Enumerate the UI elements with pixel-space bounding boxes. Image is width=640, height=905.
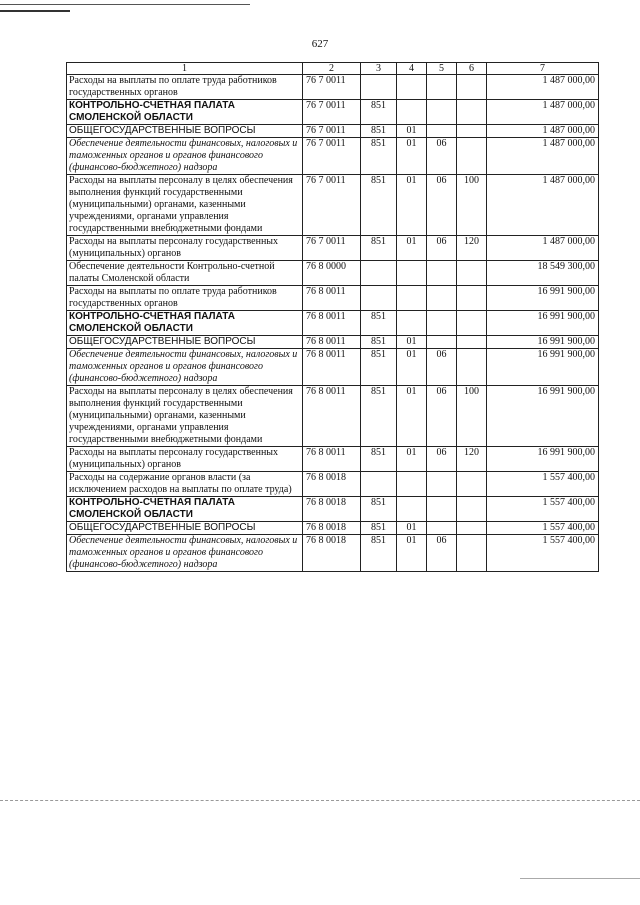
row-subsection-cell <box>427 75 457 100</box>
row-section-cell <box>397 261 427 286</box>
row-name-cell: Обеспечение деятельности финансовых, налоговых и таможенных органов и органов финансового (финансово-бюджетного) надзора <box>67 138 303 175</box>
column-header: 3 <box>361 63 397 75</box>
row-admin-cell <box>361 75 397 100</box>
row-admin-cell: 851 <box>361 236 397 261</box>
row-code-cell: 76 8 0018 <box>303 472 361 497</box>
table-row <box>67 286 599 311</box>
row-amount-cell: 1 487 000,00 <box>487 100 599 125</box>
table-row <box>67 472 599 497</box>
row-section-cell <box>397 286 427 311</box>
row-admin-cell: 851 <box>361 386 397 447</box>
row-subsection-cell <box>427 125 457 138</box>
row-subsection-cell <box>427 261 457 286</box>
row-expense-type-cell <box>457 286 487 311</box>
row-name-cell: Расходы на выплаты персоналу государственных (муниципальных) органов <box>67 447 303 472</box>
row-amount-cell: 1 487 000,00 <box>487 138 599 175</box>
table-row <box>67 535 599 572</box>
row-name-cell: Расходы на выплаты персоналу в целях обеспечения выполнения функций государственными (муниципальными) органами, казенными учреждениями, органами управления государственными внебюджетными фондами <box>67 386 303 447</box>
row-name-cell: Обеспечение деятельности Контрольно-счетной палаты Смоленской области <box>67 261 303 286</box>
row-name-cell: КОНТРОЛЬНО-СЧЕТНАЯ ПАЛАТА СМОЛЕНСКОЙ ОБЛАСТИ <box>67 497 303 522</box>
row-name-cell: ОБЩЕГОСУДАРСТВЕННЫЕ ВОПРОСЫ <box>67 522 303 535</box>
scan-artifact-line <box>0 4 250 5</box>
table-row <box>67 175 599 236</box>
row-section-cell: 01 <box>397 447 427 472</box>
row-amount-cell: 1 487 000,00 <box>487 236 599 261</box>
row-section-cell: 01 <box>397 336 427 349</box>
row-subsection-cell: 06 <box>427 236 457 261</box>
row-code-cell: 76 8 0011 <box>303 286 361 311</box>
row-code-cell: 76 8 0011 <box>303 349 361 386</box>
row-code-cell: 76 7 0011 <box>303 125 361 138</box>
row-code-cell: 76 8 0018 <box>303 535 361 572</box>
row-section-cell: 01 <box>397 236 427 261</box>
row-expense-type-cell <box>457 75 487 100</box>
row-admin-cell: 851 <box>361 535 397 572</box>
row-code-cell: 76 8 0011 <box>303 447 361 472</box>
row-name-cell: Расходы на содержание органов власти (за исключением расходов на выплаты по оплате труда) <box>67 472 303 497</box>
row-subsection-cell: 06 <box>427 447 457 472</box>
row-section-cell <box>397 75 427 100</box>
row-admin-cell: 851 <box>361 497 397 522</box>
row-name-cell: ОБЩЕГОСУДАРСТВЕННЫЕ ВОПРОСЫ <box>67 125 303 138</box>
row-code-cell: 76 8 0011 <box>303 386 361 447</box>
table-row <box>67 497 599 522</box>
row-section-cell: 01 <box>397 535 427 572</box>
row-amount-cell: 1 557 400,00 <box>487 522 599 535</box>
budget-table <box>66 62 599 572</box>
row-expense-type-cell <box>457 100 487 125</box>
row-admin-cell: 851 <box>361 138 397 175</box>
page-number: 627 <box>311 38 329 50</box>
row-expense-type-cell <box>457 336 487 349</box>
row-admin-cell <box>361 472 397 497</box>
row-code-cell: 76 8 0011 <box>303 336 361 349</box>
row-admin-cell <box>361 261 397 286</box>
row-name-cell: Расходы на выплаты по оплате труда работников государственных органов <box>67 75 303 100</box>
table-row <box>67 138 599 175</box>
row-section-cell <box>397 100 427 125</box>
row-amount-cell: 16 991 900,00 <box>487 447 599 472</box>
row-name-cell: КОНТРОЛЬНО-СЧЕТНАЯ ПАЛАТА СМОЛЕНСКОЙ ОБЛАСТИ <box>67 311 303 336</box>
column-header: 1 <box>67 63 303 75</box>
row-amount-cell: 1 487 000,00 <box>487 75 599 100</box>
column-header: 7 <box>487 63 599 75</box>
row-amount-cell: 1 487 000,00 <box>487 125 599 138</box>
table-body <box>67 75 599 572</box>
row-name-cell: ОБЩЕГОСУДАРСТВЕННЫЕ ВОПРОСЫ <box>67 336 303 349</box>
scan-artifact-line <box>0 10 70 12</box>
column-header: 6 <box>457 63 487 75</box>
row-subsection-cell <box>427 286 457 311</box>
row-section-cell: 01 <box>397 349 427 386</box>
row-admin-cell: 851 <box>361 522 397 535</box>
row-name-cell: Расходы на выплаты по оплате труда работников государственных органов <box>67 286 303 311</box>
row-section-cell: 01 <box>397 125 427 138</box>
row-subsection-cell <box>427 522 457 535</box>
row-amount-cell: 1 557 400,00 <box>487 472 599 497</box>
row-amount-cell: 16 991 900,00 <box>487 336 599 349</box>
row-amount-cell: 18 549 300,00 <box>487 261 599 286</box>
row-name-cell: Расходы на выплаты персоналу в целях обеспечения выполнения функций государственными (муниципальными) органами, казенными учреждениями, органами управления государственными внебюджетными фондами <box>67 175 303 236</box>
row-expense-type-cell <box>457 472 487 497</box>
row-code-cell: 76 8 0018 <box>303 497 361 522</box>
table-row <box>67 236 599 261</box>
row-code-cell: 76 8 0018 <box>303 522 361 535</box>
row-section-cell <box>397 497 427 522</box>
row-name-cell: Расходы на выплаты персоналу государственных (муниципальных) органов <box>67 236 303 261</box>
row-name-cell: Обеспечение деятельности финансовых, налоговых и таможенных органов и органов финансового (финансово-бюджетного) надзора <box>67 349 303 386</box>
row-expense-type-cell: 120 <box>457 447 487 472</box>
row-subsection-cell <box>427 497 457 522</box>
row-subsection-cell <box>427 336 457 349</box>
row-subsection-cell: 06 <box>427 349 457 386</box>
scan-artifact-line <box>0 800 640 801</box>
row-subsection-cell: 06 <box>427 386 457 447</box>
row-subsection-cell: 06 <box>427 535 457 572</box>
row-admin-cell: 851 <box>361 336 397 349</box>
row-expense-type-cell <box>457 522 487 535</box>
table-row <box>67 100 599 125</box>
row-section-cell: 01 <box>397 138 427 175</box>
row-expense-type-cell <box>457 535 487 572</box>
row-subsection-cell <box>427 472 457 497</box>
row-name-cell: КОНТРОЛЬНО-СЧЕТНАЯ ПАЛАТА СМОЛЕНСКОЙ ОБЛАСТИ <box>67 100 303 125</box>
row-admin-cell: 851 <box>361 175 397 236</box>
row-code-cell: 76 7 0011 <box>303 236 361 261</box>
row-code-cell: 76 7 0011 <box>303 100 361 125</box>
row-code-cell: 76 7 0011 <box>303 138 361 175</box>
row-section-cell: 01 <box>397 386 427 447</box>
row-admin-cell: 851 <box>361 100 397 125</box>
column-header: 2 <box>303 63 361 75</box>
row-subsection-cell: 06 <box>427 138 457 175</box>
row-code-cell: 76 7 0011 <box>303 175 361 236</box>
row-section-cell <box>397 472 427 497</box>
row-expense-type-cell <box>457 261 487 286</box>
table-header-row <box>67 63 599 75</box>
row-expense-type-cell <box>457 497 487 522</box>
row-section-cell: 01 <box>397 175 427 236</box>
row-subsection-cell <box>427 100 457 125</box>
scan-artifact-line <box>520 878 640 879</box>
row-name-cell: Обеспечение деятельности финансовых, налоговых и таможенных органов и органов финансового (финансово-бюджетного) надзора <box>67 535 303 572</box>
row-expense-type-cell <box>457 125 487 138</box>
table-row <box>67 75 599 100</box>
table-row <box>67 386 599 447</box>
table-row <box>67 125 599 138</box>
row-admin-cell: 851 <box>361 349 397 386</box>
row-admin-cell: 851 <box>361 125 397 138</box>
row-expense-type-cell: 100 <box>457 175 487 236</box>
row-admin-cell: 851 <box>361 447 397 472</box>
row-expense-type-cell: 120 <box>457 236 487 261</box>
row-section-cell: 01 <box>397 522 427 535</box>
table-row <box>67 336 599 349</box>
table-row <box>67 311 599 336</box>
row-amount-cell: 16 991 900,00 <box>487 286 599 311</box>
row-code-cell: 76 8 0011 <box>303 311 361 336</box>
column-header: 5 <box>427 63 457 75</box>
column-header: 4 <box>397 63 427 75</box>
row-amount-cell: 16 991 900,00 <box>487 349 599 386</box>
row-code-cell: 76 8 0000 <box>303 261 361 286</box>
row-amount-cell: 16 991 900,00 <box>487 311 599 336</box>
row-amount-cell: 16 991 900,00 <box>487 386 599 447</box>
row-admin-cell <box>361 286 397 311</box>
row-expense-type-cell <box>457 311 487 336</box>
row-admin-cell: 851 <box>361 311 397 336</box>
row-expense-type-cell <box>457 138 487 175</box>
table-row <box>67 261 599 286</box>
table-row <box>67 522 599 535</box>
row-expense-type-cell: 100 <box>457 386 487 447</box>
row-amount-cell: 1 487 000,00 <box>487 175 599 236</box>
table-row <box>67 447 599 472</box>
table-row <box>67 349 599 386</box>
row-amount-cell: 1 557 400,00 <box>487 535 599 572</box>
row-subsection-cell: 06 <box>427 175 457 236</box>
row-code-cell: 76 7 0011 <box>303 75 361 100</box>
row-amount-cell: 1 557 400,00 <box>487 497 599 522</box>
row-expense-type-cell <box>457 349 487 386</box>
row-subsection-cell <box>427 311 457 336</box>
row-section-cell <box>397 311 427 336</box>
